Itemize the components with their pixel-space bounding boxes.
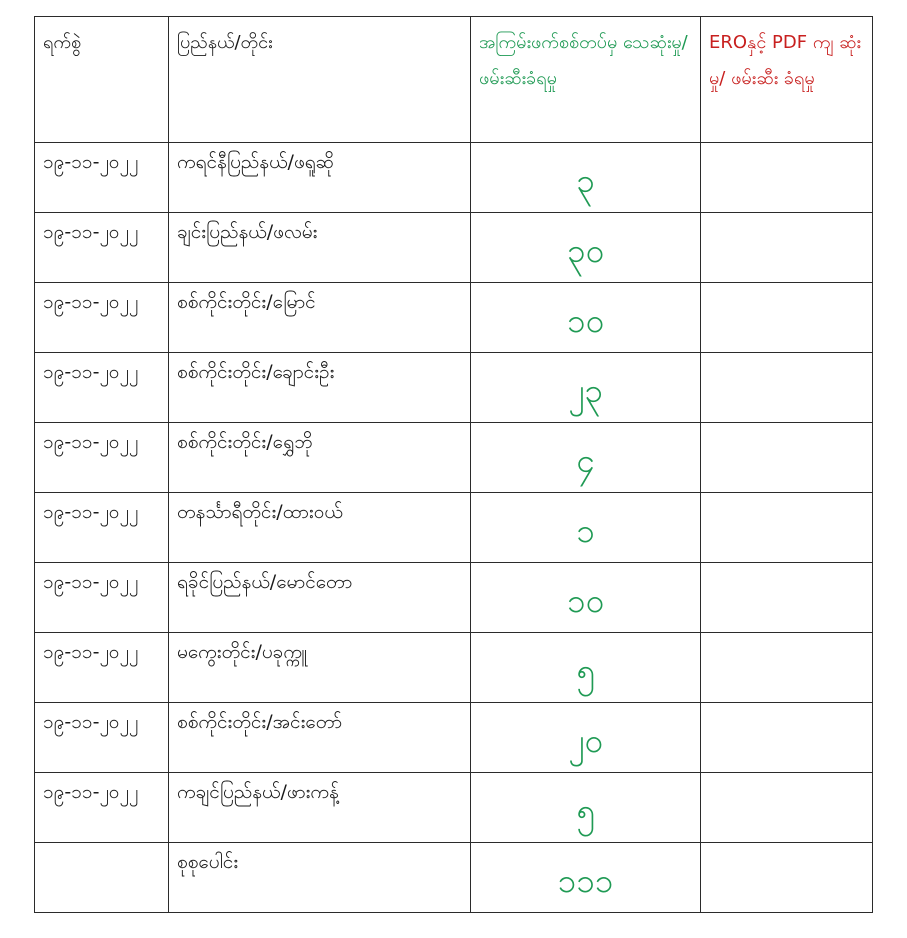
date-cell <box>35 283 169 353</box>
table-row <box>35 563 873 633</box>
ero-cell <box>701 703 873 773</box>
total-ero-cell <box>701 843 873 913</box>
table-row <box>35 493 873 563</box>
date-cell <box>35 773 169 843</box>
ero-cell <box>701 493 873 563</box>
total-count-cell <box>471 843 701 913</box>
row-count: ၃၀ <box>566 231 605 270</box>
region-cell <box>169 283 471 353</box>
row-count: ၄ <box>576 441 595 480</box>
row-ero <box>701 773 872 779</box>
region-cell <box>169 213 471 283</box>
row-ero <box>701 283 872 289</box>
count-cell <box>471 493 701 563</box>
table-header-row <box>35 17 873 143</box>
count-cell <box>471 773 701 843</box>
row-region: ချင်းပြည်နယ်/ဖလမ်း <box>177 221 318 243</box>
table-row <box>35 423 873 493</box>
header-region-label: ပြည်နယ်/တိုင်း <box>177 32 273 53</box>
row-date: ၁၉-၁၁-၂၀၂၂ <box>43 431 139 453</box>
row-date: ၁၉-၁၁-၂၀၂၂ <box>43 641 139 663</box>
header-cell-count <box>471 17 701 143</box>
region-cell <box>169 423 471 493</box>
region-cell <box>169 493 471 563</box>
total-ero <box>701 843 872 849</box>
count-cell <box>471 703 701 773</box>
region-cell <box>169 633 471 703</box>
ero-cell <box>701 213 873 283</box>
table-row <box>35 773 873 843</box>
header-date-label: ရက်စွဲ <box>43 32 82 53</box>
row-count: ၁၀ <box>566 581 605 620</box>
row-ero <box>701 423 872 429</box>
row-ero <box>701 143 872 149</box>
count-cell <box>471 353 701 423</box>
row-count: ၅ <box>576 651 595 690</box>
date-cell <box>35 703 169 773</box>
row-date: ၁၉-၁၁-၂၀၂၂ <box>43 781 139 803</box>
date-cell <box>35 633 169 703</box>
row-region: စစ်ကိုင်းတိုင်း/အင်းတော် <box>177 711 343 733</box>
header-cell-region <box>169 17 471 143</box>
region-cell <box>169 143 471 213</box>
row-region: ရခိုင်ပြည်နယ်/မောင်တော <box>177 571 353 593</box>
table-row <box>35 703 873 773</box>
row-region: ကရင်နီပြည်နယ်/ဖရူဆို <box>177 151 335 173</box>
row-ero <box>701 633 872 639</box>
header-cell-ero <box>701 17 873 143</box>
row-ero <box>701 563 872 569</box>
ero-cell <box>701 633 873 703</box>
date-cell <box>35 353 169 423</box>
casualty-table <box>34 16 873 913</box>
row-date: ၁၉-၁၁-၂၀၂၂ <box>43 361 139 383</box>
ero-cell <box>701 143 873 213</box>
count-cell <box>471 423 701 493</box>
row-region: ကချင်ပြည်နယ်/ဖားကန့် <box>177 781 339 803</box>
row-ero <box>701 493 872 499</box>
ero-cell <box>701 773 873 843</box>
count-cell <box>471 213 701 283</box>
ero-cell <box>701 563 873 633</box>
row-count: ၅ <box>576 791 595 830</box>
row-ero <box>701 213 872 219</box>
date-cell <box>35 213 169 283</box>
table-row <box>35 633 873 703</box>
table-row <box>35 353 873 423</box>
row-region: မကွေးတိုင်း/ပခုက္ကူ <box>177 641 308 663</box>
row-region: စစ်ကိုင်းတိုင်း/ချောင်းဦး <box>177 361 335 383</box>
count-cell <box>471 143 701 213</box>
date-cell <box>35 143 169 213</box>
row-count: ၁၀ <box>566 301 605 340</box>
count-cell <box>471 633 701 703</box>
row-region: စစ်ကိုင်းတိုင်း/မြောင် <box>177 291 316 313</box>
row-region: စစ်ကိုင်းတိုင်း/ရွှေဘို <box>177 431 313 453</box>
header-count-label: အကြမ်းဖက်စစ်တပ်မှ သေဆုံးမှု/ ဖမ်းဆီးခံရမှု <box>479 32 688 89</box>
table-total-row <box>35 843 873 913</box>
row-count: ၂၀ <box>568 721 603 760</box>
row-date: ၁၉-၁၁-၂၀၂၂ <box>43 711 139 733</box>
row-date: ၁၉-၁၁-၂၀၂၂ <box>43 501 139 523</box>
row-date: ၁၉-၁၁-၂၀၂၂ <box>43 571 139 593</box>
header-ero-label: EROနှင့် PDF ကျ ဆုံးမှု/ ဖမ်းဆီး ခံရမှု <box>709 32 861 89</box>
ero-cell <box>701 353 873 423</box>
casualty-report-document <box>34 16 873 913</box>
row-count: ၃ <box>576 161 595 200</box>
row-count: ၂၃ <box>568 371 603 410</box>
table-row <box>35 143 873 213</box>
row-count: ၁ <box>576 511 595 550</box>
date-cell <box>35 563 169 633</box>
total-label-cell <box>169 843 471 913</box>
row-ero <box>701 703 872 709</box>
total-count: ၁၁၁ <box>557 861 614 900</box>
date-cell <box>35 493 169 563</box>
total-date-cell <box>35 843 169 913</box>
date-cell <box>35 423 169 493</box>
row-region: တနင်္သာရီတိုင်း/ထားဝယ် <box>177 501 343 523</box>
count-cell <box>471 563 701 633</box>
row-date: ၁၉-၁၁-၂၀၂၂ <box>43 291 139 313</box>
region-cell <box>169 703 471 773</box>
table-row <box>35 283 873 353</box>
row-date: ၁၉-၁၁-၂၀၂၂ <box>43 221 139 243</box>
region-cell <box>169 563 471 633</box>
total-date <box>35 843 168 849</box>
count-cell <box>471 283 701 353</box>
table-row <box>35 213 873 283</box>
row-ero <box>701 353 872 359</box>
row-date: ၁၉-၁၁-၂၀၂၂ <box>43 151 139 173</box>
header-cell-date <box>35 17 169 143</box>
region-cell <box>169 773 471 843</box>
region-cell <box>169 353 471 423</box>
total-label: စုစုပေါင်း <box>177 851 239 873</box>
ero-cell <box>701 283 873 353</box>
ero-cell <box>701 423 873 493</box>
